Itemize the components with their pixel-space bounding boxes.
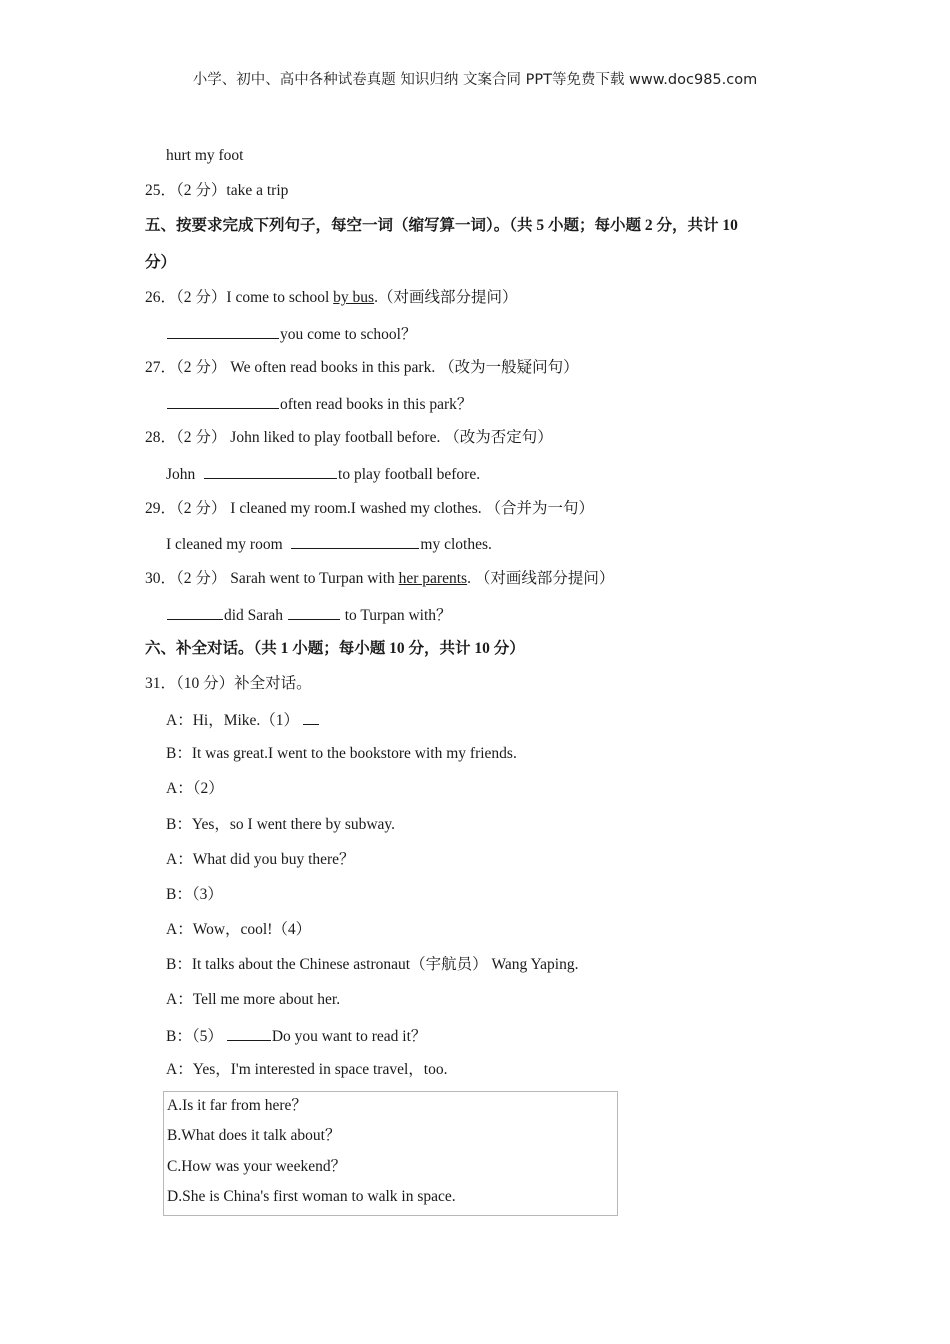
underlined-phrase: her parents [398, 570, 468, 587]
dialogue-line-10 [166, 1025, 426, 1047]
dialogue-line-4: B：Yes，so I went there by subway. [166, 816, 396, 833]
section-6-title: 六、补全对话。（共 1 小题；每小题 10 分，共计 10 分） [145, 640, 525, 657]
question-instruction: （改为一般疑问句） [439, 359, 579, 376]
section-5-title: 五、按要求完成下列句子，每空一词（缩写算一词）。（共 5 小题；每小题 2 分，共计 10 [145, 217, 738, 234]
answer-text-start: I cleaned my room [166, 536, 287, 553]
question-score: （2 分） [176, 500, 227, 517]
dialogue-line-1 [166, 709, 320, 731]
underlined-phrase: by bus [333, 289, 375, 306]
question-score: （2 分） [176, 429, 227, 446]
question-score: （2 分） [176, 289, 227, 306]
question-instruction: （合并为一句） [485, 500, 595, 517]
question-number: 25． [145, 182, 177, 199]
answer-blank-2[interactable] [288, 604, 340, 620]
question-number: 26． [145, 289, 177, 306]
options-box [163, 1091, 618, 1216]
question-29 [145, 499, 594, 519]
question-text: 补全对话。 [234, 675, 312, 692]
previous-answer: hurt my foot [166, 147, 244, 164]
question-instruction: （改为否定句） [444, 429, 553, 446]
question-score: （2 分） [176, 359, 227, 376]
question-number: 29． [145, 500, 177, 517]
option-b: B.What does it talk about？ [167, 1127, 341, 1144]
question-28 [145, 428, 553, 448]
question-number: 27． [145, 359, 177, 376]
question-text: Sarah went to Turpan with [230, 570, 399, 587]
answer-blank[interactable] [167, 323, 279, 339]
question-score: （10 分） [176, 675, 235, 692]
question-26 [145, 288, 517, 308]
question-30 [145, 569, 614, 589]
question-text: John liked to play football before. [230, 429, 441, 446]
dialogue-text-end: Do you want to read it？ [271, 1028, 427, 1045]
question-score: （2 分） [176, 570, 227, 587]
question-text: I cleaned my room.I washed my clothes. [230, 500, 482, 517]
dialogue-text: A：Hi，Mike.（1） [166, 712, 300, 729]
dialogue-line-9: A：Tell me more about her. [166, 991, 341, 1008]
answer-blank[interactable] [227, 1025, 271, 1041]
answer-line-27 [166, 393, 472, 415]
answer-text: my clothes. [420, 536, 492, 553]
dialogue-line-3: A：（2） [166, 780, 224, 797]
question-text-end: . [374, 289, 378, 306]
question-text: take a trip [226, 182, 289, 199]
question-instruction: （对画线部分提问） [474, 570, 615, 587]
answer-text-start: John [166, 466, 200, 483]
page-header: 小学、初中、高中各种试卷真题 知识归纳 文案合同 PPT等免费下载 www.doc985.com [192, 72, 758, 88]
answer-text: to play football before. [338, 466, 481, 483]
answer-blank-1[interactable] [167, 604, 223, 620]
answer-line-30 [166, 604, 452, 626]
answer-line-26 [166, 323, 416, 345]
question-text: I come to school [226, 289, 334, 306]
option-a: A.Is it far from here？ [167, 1097, 307, 1114]
dialogue-line-11: A：Yes，I'm interested in space travel，too. [166, 1061, 448, 1078]
dialogue-line-8: B：It talks about the Chinese astronaut（宇航员） Wang Yaping. [166, 956, 579, 973]
dialogue-line-7: A：Wow，cool!（4） [166, 921, 312, 938]
answer-blank[interactable] [204, 463, 337, 479]
question-27 [145, 358, 579, 378]
answer-text: you come to school？ [280, 326, 417, 343]
question-number: 31． [145, 675, 177, 692]
dialogue-line-6: B：（3） [166, 886, 223, 903]
dialogue-line-2: B：It was great.I went to the bookstore with my friends. [166, 745, 517, 762]
dialogue-line-5: A：What did you buy there？ [166, 851, 355, 868]
question-instruction: （对画线部分提问） [377, 289, 518, 306]
question-number: 30． [145, 570, 177, 587]
question-25 [145, 181, 288, 201]
question-number: 28． [145, 429, 177, 446]
question-score: （2 分） [176, 182, 227, 199]
section-5-title-cont: 分） [145, 254, 177, 271]
answer-blank[interactable] [167, 393, 279, 409]
answer-text: to Turpan with？ [340, 607, 452, 624]
dialogue-text: B：（5） [166, 1028, 223, 1045]
answer-line-28 [166, 463, 480, 485]
question-text: We often read books in this park. [230, 359, 436, 376]
answer-line-29 [166, 533, 492, 555]
question-31 [145, 674, 312, 694]
answer-blank[interactable] [303, 709, 319, 725]
answer-blank[interactable] [291, 533, 419, 549]
answer-text-mid: did Sarah [224, 607, 287, 624]
question-text-end: . [467, 570, 471, 587]
option-c: C.How was your weekend？ [167, 1158, 347, 1175]
option-d: D.She is China's first woman to walk in space. [167, 1188, 456, 1205]
answer-text: often read books in this park？ [280, 396, 473, 413]
